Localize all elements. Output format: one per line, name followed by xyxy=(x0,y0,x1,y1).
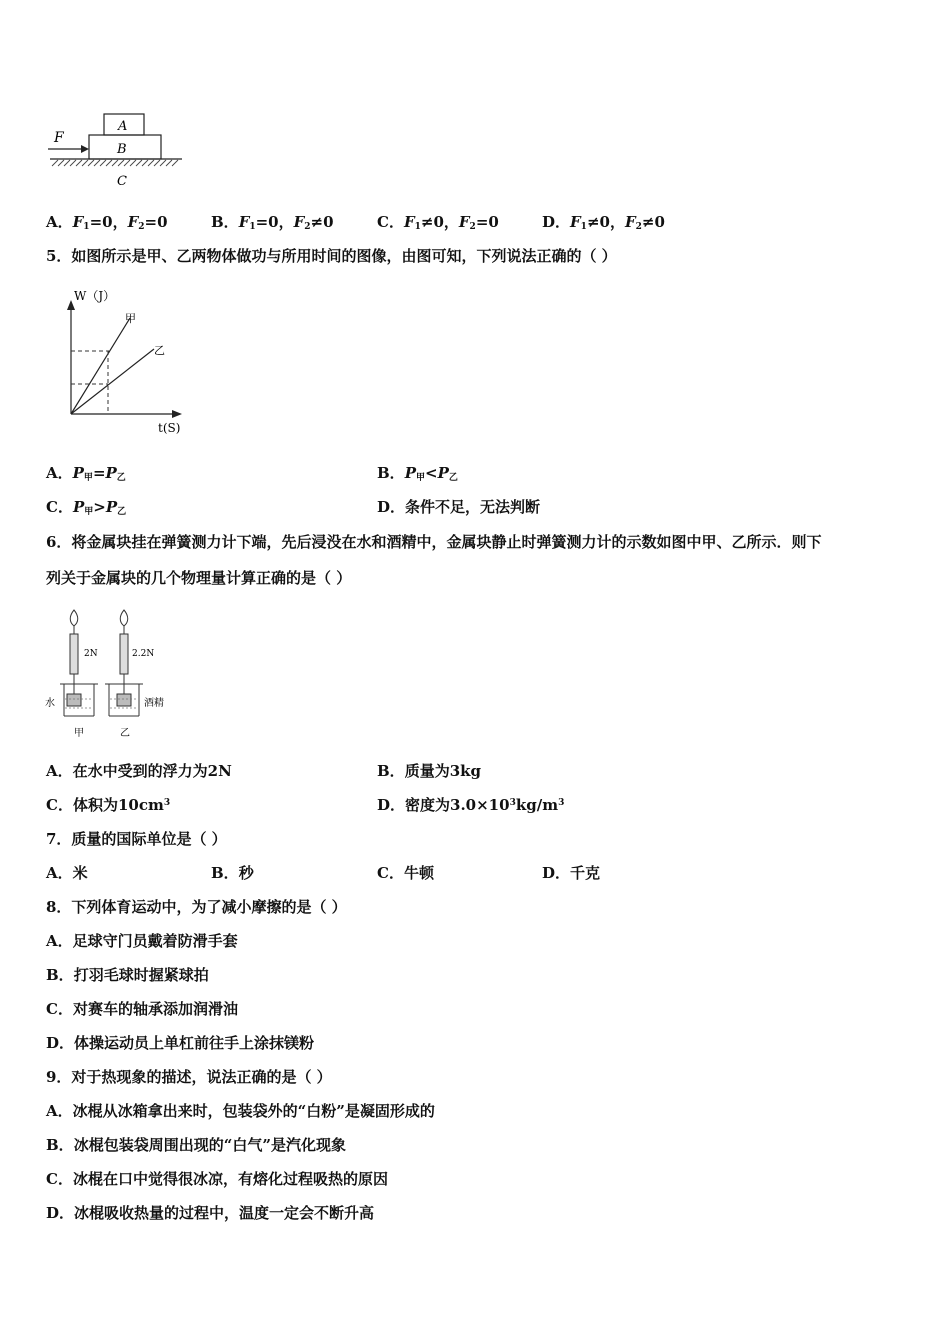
q7-option-d[interactable]: D．千克 xyxy=(542,864,601,882)
q6-option-a[interactable]: A．在水中受到的浮力为2N xyxy=(46,762,232,780)
q9-stem: 9．对于热现象的描述，说法正确的是（ ） xyxy=(46,1068,332,1086)
q7-option-a[interactable]: A．米 xyxy=(46,864,88,882)
reading-2: 2.2N xyxy=(132,649,155,659)
q4-option-c[interactable]: C．$F_1\ne 0$，$F_2=0$ xyxy=(377,213,499,232)
q9-option-c[interactable]: C．冰棍在口中觉得很冰凉，有熔化过程吸热的原因 xyxy=(46,1170,388,1188)
q7-option-b[interactable]: B．秒 xyxy=(211,864,254,882)
line-label-yi: 乙 xyxy=(154,344,165,357)
figure-label-1: 甲 xyxy=(74,728,84,739)
y-axis-label: W（J） xyxy=(74,289,116,303)
blocks-figure xyxy=(40,108,190,190)
q5-option-c[interactable]: C．$P_甲>P_乙$ xyxy=(46,498,127,517)
q8-option-a[interactable]: A．足球守门员戴着防滑手套 xyxy=(46,932,238,950)
q8-stem: 8．下列体育运动中，为了减小摩擦的是（ ） xyxy=(46,898,347,916)
q5-option-b[interactable]: B．$P_甲<P_乙$ xyxy=(377,464,458,483)
q4-option-b[interactable]: B．$F_1=0$，$F_2\ne 0$ xyxy=(211,213,334,232)
q8-option-c[interactable]: C．对赛车的轴承添加润滑油 xyxy=(46,1000,238,1018)
label-f: F xyxy=(54,130,64,146)
q9-option-a[interactable]: A．冰棍从冰箱拿出来时，包装袋外的“白粉”是凝固形成的 xyxy=(46,1102,435,1120)
spring-scale-figure xyxy=(42,604,174,744)
liquid-label-2: 酒精 xyxy=(144,698,164,709)
liquid-label-1: 水 xyxy=(45,698,55,709)
reading-1: 2N xyxy=(84,649,98,659)
q8-option-d[interactable]: D．体操运动员上单杠前往手上涂抹镁粉 xyxy=(46,1034,315,1052)
label-a: A xyxy=(118,119,128,134)
q9-option-b[interactable]: B．冰棍包装袋周围出现的“白气”是汽化现象 xyxy=(46,1136,346,1154)
q6-option-c[interactable]: C．体积为$10cm^3$ xyxy=(46,796,171,814)
q5-stem: 5．如图所示是甲、乙两物体做功与所用时间的图像，由图可知，下列说法正确的（ ） xyxy=(46,247,617,265)
q4-option-a[interactable]: A．$F_1=0$，$F_2=0$ xyxy=(46,213,168,232)
x-axis-label: t(S) xyxy=(158,421,181,435)
q6-stem-line1: 6．将金属块挂在弹簧测力计下端，先后浸没在水和酒精中，金属块静止时弹簧测力计的示数如图中甲、乙所示．则下 xyxy=(46,533,822,551)
q6-option-b[interactable]: B．质量为3kg xyxy=(377,762,482,780)
q7-stem: 7．质量的国际单位是（ ） xyxy=(46,830,227,848)
label-c: C xyxy=(117,174,127,189)
figure-label-2: 乙 xyxy=(120,728,130,739)
line-label-jia: 甲 xyxy=(125,312,136,325)
q8-option-b[interactable]: B．打羽毛球时握紧球拍 xyxy=(46,966,209,984)
q5-option-a[interactable]: A．$P_甲=P_乙$ xyxy=(46,464,126,483)
work-time-graph xyxy=(58,286,190,438)
q6-option-d[interactable]: D．密度为$3.0\times 10^3kg/m^3$ xyxy=(377,796,565,814)
q6-stem-line2: 列关于金属块的几个物理量计算正确的是（ ） xyxy=(46,569,352,587)
q9-option-d[interactable]: D．冰棍吸收热量的过程中，温度一定会不断升高 xyxy=(46,1204,375,1222)
q7-option-c[interactable]: C．牛顿 xyxy=(377,864,434,882)
q5-option-d[interactable]: D．条件不足，无法判断 xyxy=(377,498,541,516)
label-b: B xyxy=(117,142,127,157)
q4-option-d[interactable]: D．$F_1\ne 0$，$F_2\ne 0$ xyxy=(542,213,665,232)
